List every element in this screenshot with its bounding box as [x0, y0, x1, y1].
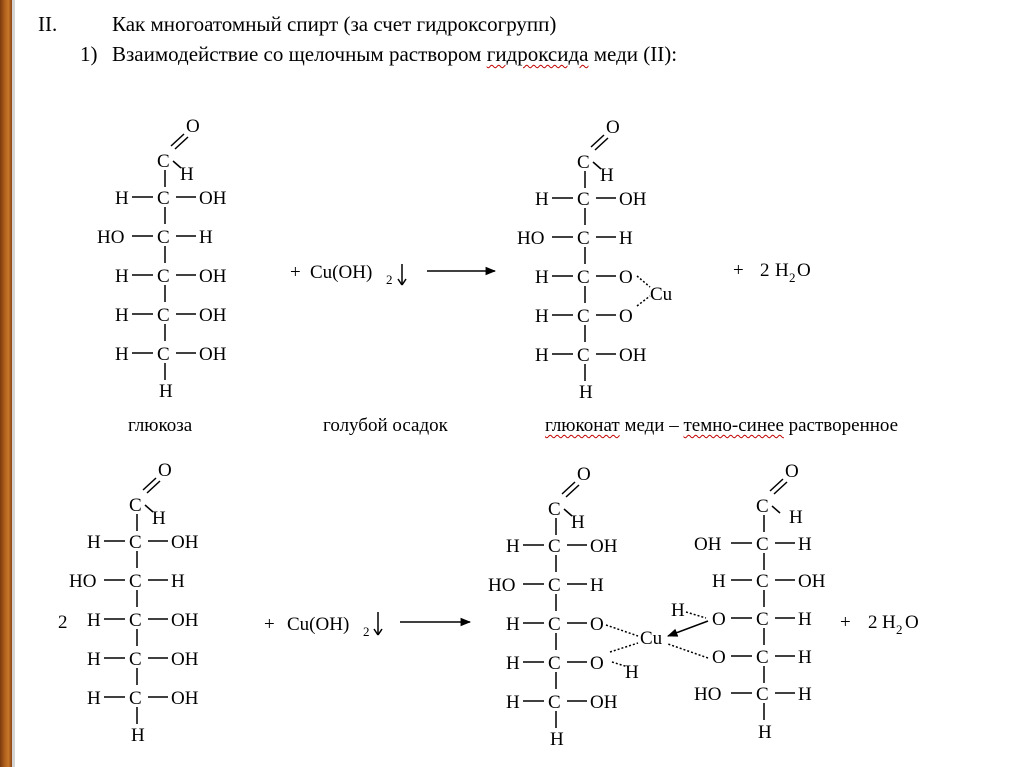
item-number: 1)	[80, 42, 98, 66]
hydrogen-atom: H	[535, 306, 549, 327]
hydroxyl-group: HO	[69, 571, 97, 592]
carbon-atom: C	[548, 614, 561, 635]
oxygen-atom: O	[590, 614, 604, 635]
hydrogen-atom: H	[115, 188, 129, 209]
carbon-atom: C	[577, 189, 590, 210]
hydrogen-atom: H	[506, 536, 520, 557]
hydrogen-atom: H	[87, 688, 101, 709]
hydroxyl-group: OH	[199, 266, 227, 287]
carbon-atom: C	[157, 227, 170, 248]
hydrogen-atom: H	[579, 382, 593, 403]
hydrogen-atom: H	[571, 512, 585, 533]
carbon-atom: C	[157, 266, 170, 287]
plus-sign: +	[840, 612, 851, 633]
hydroxyl-group: OH	[619, 189, 647, 210]
hydrogen-atom: H	[115, 305, 129, 326]
carbon-atom: C	[157, 188, 170, 209]
coefficient: 2	[58, 612, 68, 633]
coordination-bond	[610, 643, 638, 652]
double-bond	[143, 478, 156, 490]
oxygen-atom: O	[606, 117, 620, 138]
carbon-atom: C	[129, 649, 142, 670]
hydroxyl-group: OH	[171, 532, 199, 553]
copper-atom: Cu	[650, 284, 673, 305]
copper-atom: Cu	[640, 628, 663, 649]
hydrogen-atom: H	[152, 508, 166, 529]
carbon-atom: C	[577, 228, 590, 249]
carbon-atom: C	[129, 495, 142, 516]
hydrogen-atom: H	[798, 684, 812, 705]
subscript: 2	[363, 624, 370, 639]
hydrogen-atom: H	[550, 729, 564, 750]
coordination-bond	[637, 276, 650, 287]
hydrogen-atom: H	[199, 227, 213, 248]
double-bond	[770, 479, 783, 491]
oxygen-atom: O	[712, 609, 726, 630]
carbon-atom: C	[756, 684, 769, 705]
plus-sign: +	[733, 260, 744, 281]
carbon-atom: C	[577, 152, 590, 173]
hydrogen-atom: H	[506, 614, 520, 635]
carbon-atom: C	[129, 571, 142, 592]
coordination-bond	[686, 612, 706, 618]
hydroxyl-group: OH	[199, 305, 227, 326]
coordination-bond	[637, 296, 650, 306]
double-bond	[774, 482, 787, 494]
label-product: глюконат меди – темно-синее растворенное	[545, 415, 899, 436]
hydrogen-atom: H	[87, 610, 101, 631]
copper-hydroxide: Cu(OH)	[310, 262, 373, 283]
roman-numeral: II.	[38, 12, 58, 36]
hydrogen-atom: H	[590, 575, 604, 596]
hydroxyl-group: HO	[488, 575, 516, 596]
carbon-atom: C	[756, 496, 769, 517]
double-bond	[566, 485, 579, 497]
coordination-arrow	[668, 644, 708, 658]
hydrogen-atom: H	[775, 260, 789, 281]
subscript: 2	[386, 272, 393, 287]
double-bond	[147, 481, 160, 493]
carbon-atom: C	[548, 653, 561, 674]
double-bond	[595, 138, 608, 150]
double-bond	[591, 135, 604, 147]
carbon-atom: C	[548, 575, 561, 596]
hydrogen-atom: H	[789, 507, 803, 528]
carbon-atom: C	[157, 344, 170, 365]
hydrogen-atom: H	[671, 600, 685, 621]
hydroxyl-group: OH	[590, 536, 618, 557]
double-bond	[562, 482, 575, 494]
oxygen-atom: O	[590, 653, 604, 674]
label-precipitate: голубой осадок	[323, 415, 448, 436]
carbon-atom: C	[129, 610, 142, 631]
hydrogen-atom: H	[712, 571, 726, 592]
carbon-atom: C	[756, 534, 769, 555]
hydrogen-atom: H	[600, 165, 614, 186]
hydroxyl-group: OH	[619, 345, 647, 366]
hydrogen-atom: H	[798, 534, 812, 555]
hydrogen-atom: H	[798, 647, 812, 668]
plus-sign: +	[264, 614, 275, 635]
coefficient: 2	[868, 612, 878, 633]
carbon-atom: C	[756, 571, 769, 592]
double-bond	[175, 137, 188, 149]
carbon-atom: C	[157, 151, 170, 172]
hydrogen-atom: H	[87, 649, 101, 670]
carbon-atom: C	[129, 688, 142, 709]
carbon-atom: C	[548, 536, 561, 557]
copper-hydroxide: Cu(OH)	[287, 614, 350, 635]
hydrogen-atom: H	[619, 228, 633, 249]
coefficient: 2	[760, 260, 770, 281]
hydroxyl-group: OH	[171, 649, 199, 670]
hydroxyl-group: OH	[199, 188, 227, 209]
section-title: Как многоатомный спирт (за счет гидроксогрупп)	[112, 12, 557, 36]
oxygen-atom: O	[905, 612, 919, 633]
bond	[772, 506, 780, 513]
hydrogen-atom: H	[87, 532, 101, 553]
carbon-atom: C	[157, 305, 170, 326]
item-text: Взаимодействие со щелочным раствором гидроксида меди (II):	[112, 42, 678, 66]
oxygen-atom: O	[797, 260, 811, 281]
hydrogen-atom: H	[798, 609, 812, 630]
hydroxyl-group: OH	[798, 571, 826, 592]
oxygen-atom: O	[619, 306, 633, 327]
carbon-atom: C	[129, 532, 142, 553]
label-glucose: глюкоза	[128, 415, 193, 436]
hydrogen-atom: H	[882, 612, 896, 633]
hydrogen-atom: H	[625, 662, 639, 683]
double-bond	[171, 134, 184, 146]
hydrogen-atom: H	[159, 381, 173, 402]
hydroxyl-group: OH	[694, 534, 722, 555]
hydrogen-atom: H	[535, 189, 549, 210]
hydroxyl-group: OH	[171, 610, 199, 631]
coordination-bond	[606, 625, 638, 636]
hydrogen-atom: H	[115, 266, 129, 287]
oxygen-atom: O	[158, 460, 172, 481]
hydrogen-atom: H	[171, 571, 185, 592]
hydrogen-atom: H	[535, 345, 549, 366]
hydrogen-atom: H	[180, 164, 194, 185]
hydrogen-atom: H	[758, 722, 772, 743]
hydroxyl-group: OH	[590, 692, 618, 713]
subscript: 2	[789, 270, 796, 285]
hydrogen-atom: H	[506, 692, 520, 713]
carbon-atom: C	[577, 267, 590, 288]
hydrogen-atom: H	[506, 653, 520, 674]
oxygen-atom: O	[577, 464, 591, 485]
oxygen-atom: O	[712, 647, 726, 668]
hydrogen-atom: H	[535, 267, 549, 288]
carbon-atom: C	[756, 609, 769, 630]
hydroxyl-group: OH	[199, 344, 227, 365]
carbon-atom: C	[756, 647, 769, 668]
hydrogen-atom: H	[115, 344, 129, 365]
oxygen-atom: O	[785, 461, 799, 482]
hydroxyl-group: HO	[517, 228, 545, 249]
carbon-atom: C	[548, 692, 561, 713]
carbon-atom: C	[577, 345, 590, 366]
coordination-arrow	[668, 621, 708, 636]
hydroxyl-group: OH	[171, 688, 199, 709]
hydrogen-atom: H	[131, 725, 145, 746]
carbon-atom: C	[548, 499, 561, 520]
hydroxyl-group: HO	[694, 684, 722, 705]
plus-sign: +	[290, 262, 301, 283]
oxygen-atom: O	[619, 267, 633, 288]
carbon-atom: C	[577, 306, 590, 327]
subscript: 2	[896, 622, 903, 637]
hydroxyl-group: HO	[97, 227, 125, 248]
oxygen-atom: O	[186, 116, 200, 137]
